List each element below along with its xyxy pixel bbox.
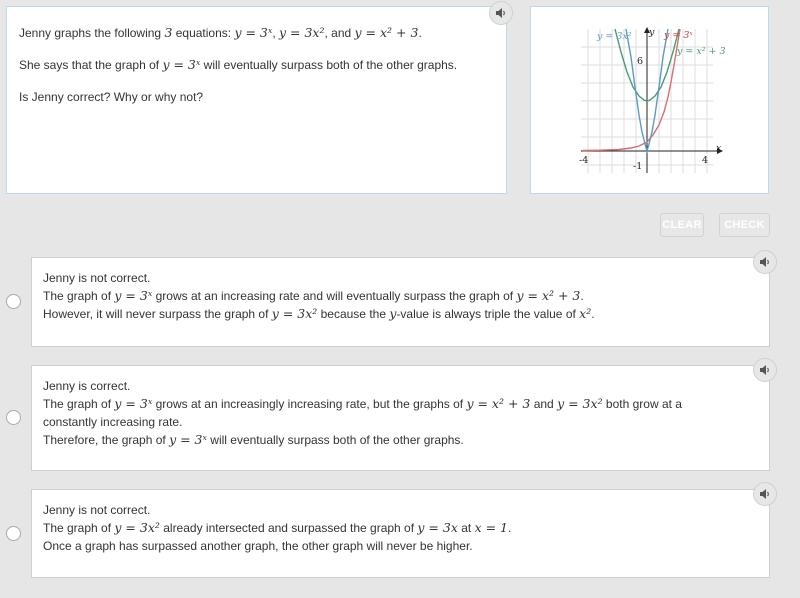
x-axis-label: x xyxy=(716,143,722,154)
question-line-1: Jenny graphs the following 3 equations: y = 3ˣ, y = 3x², and y = x² + 3. xyxy=(19,25,422,40)
choice-3-audio-button[interactable] xyxy=(753,482,777,506)
question-line-3: Is Jenny correct? Why or why not? xyxy=(19,90,204,104)
choice-2-radio[interactable] xyxy=(6,410,21,425)
speaker-icon xyxy=(759,256,771,268)
equation-graph xyxy=(531,7,770,195)
tick-yneg1: -1 xyxy=(633,161,643,172)
speaker-icon xyxy=(759,488,771,500)
question-text xyxy=(19,24,489,120)
choice-1-radio[interactable] xyxy=(6,294,21,309)
choice-1-card[interactable] xyxy=(31,257,770,347)
question-line-2: She says that the graph of y = 3ˣ will eventually surpass both of the other graphs. xyxy=(19,57,458,72)
green-curve-label: y = x² + 3 xyxy=(677,46,726,57)
speaker-icon xyxy=(759,364,771,376)
choice-1-audio-button[interactable] xyxy=(753,250,777,274)
question-audio-button[interactable] xyxy=(489,1,513,25)
blue-curve-label: y = 3x² xyxy=(597,31,632,42)
choice-1-text: Jenny is not correct. The graph of y = 3ˣ grows at an increasing rate and will eventually surpass the graph of y = x² + 3. However, it will never surpass the graph of y = 3x² because the y-value is always triple the value of x². xyxy=(43,271,595,321)
choice-3-radio[interactable] xyxy=(6,526,21,541)
choice-2-text: Jenny is correct. The graph of y = 3ˣ grows at an increasingly increasing rate, but the graphs of y = x² + 3 and y = 3x² both grow at a constantly increasing rate. Therefore, the graph of y = 3ˣ will eventually surpass both of the other graphs. xyxy=(43,379,682,447)
question-card xyxy=(6,6,507,194)
choice-2-card[interactable] xyxy=(31,365,770,471)
red-curve-label: y = 3ˣ xyxy=(664,30,693,41)
choice-3-card[interactable] xyxy=(31,489,770,578)
tick-x4: 4 xyxy=(702,155,709,166)
speaker-icon xyxy=(495,7,507,19)
check-button[interactable]: CHECK xyxy=(719,213,770,237)
tick-xneg4: -4 xyxy=(579,155,589,166)
y-axis-label: y xyxy=(649,27,655,38)
choice-3-text: Jenny is not correct. The graph of y = 3x² already intersected and surpassed the graph of y = 3x at x = 1. Once a graph has surpassed another graph, the other graph will never be higher. xyxy=(43,503,512,553)
choice-2-audio-button[interactable] xyxy=(753,358,777,382)
graph-card xyxy=(530,6,769,194)
clear-button[interactable]: CLEAR xyxy=(660,213,704,237)
tick-y6: 6 xyxy=(637,56,644,67)
